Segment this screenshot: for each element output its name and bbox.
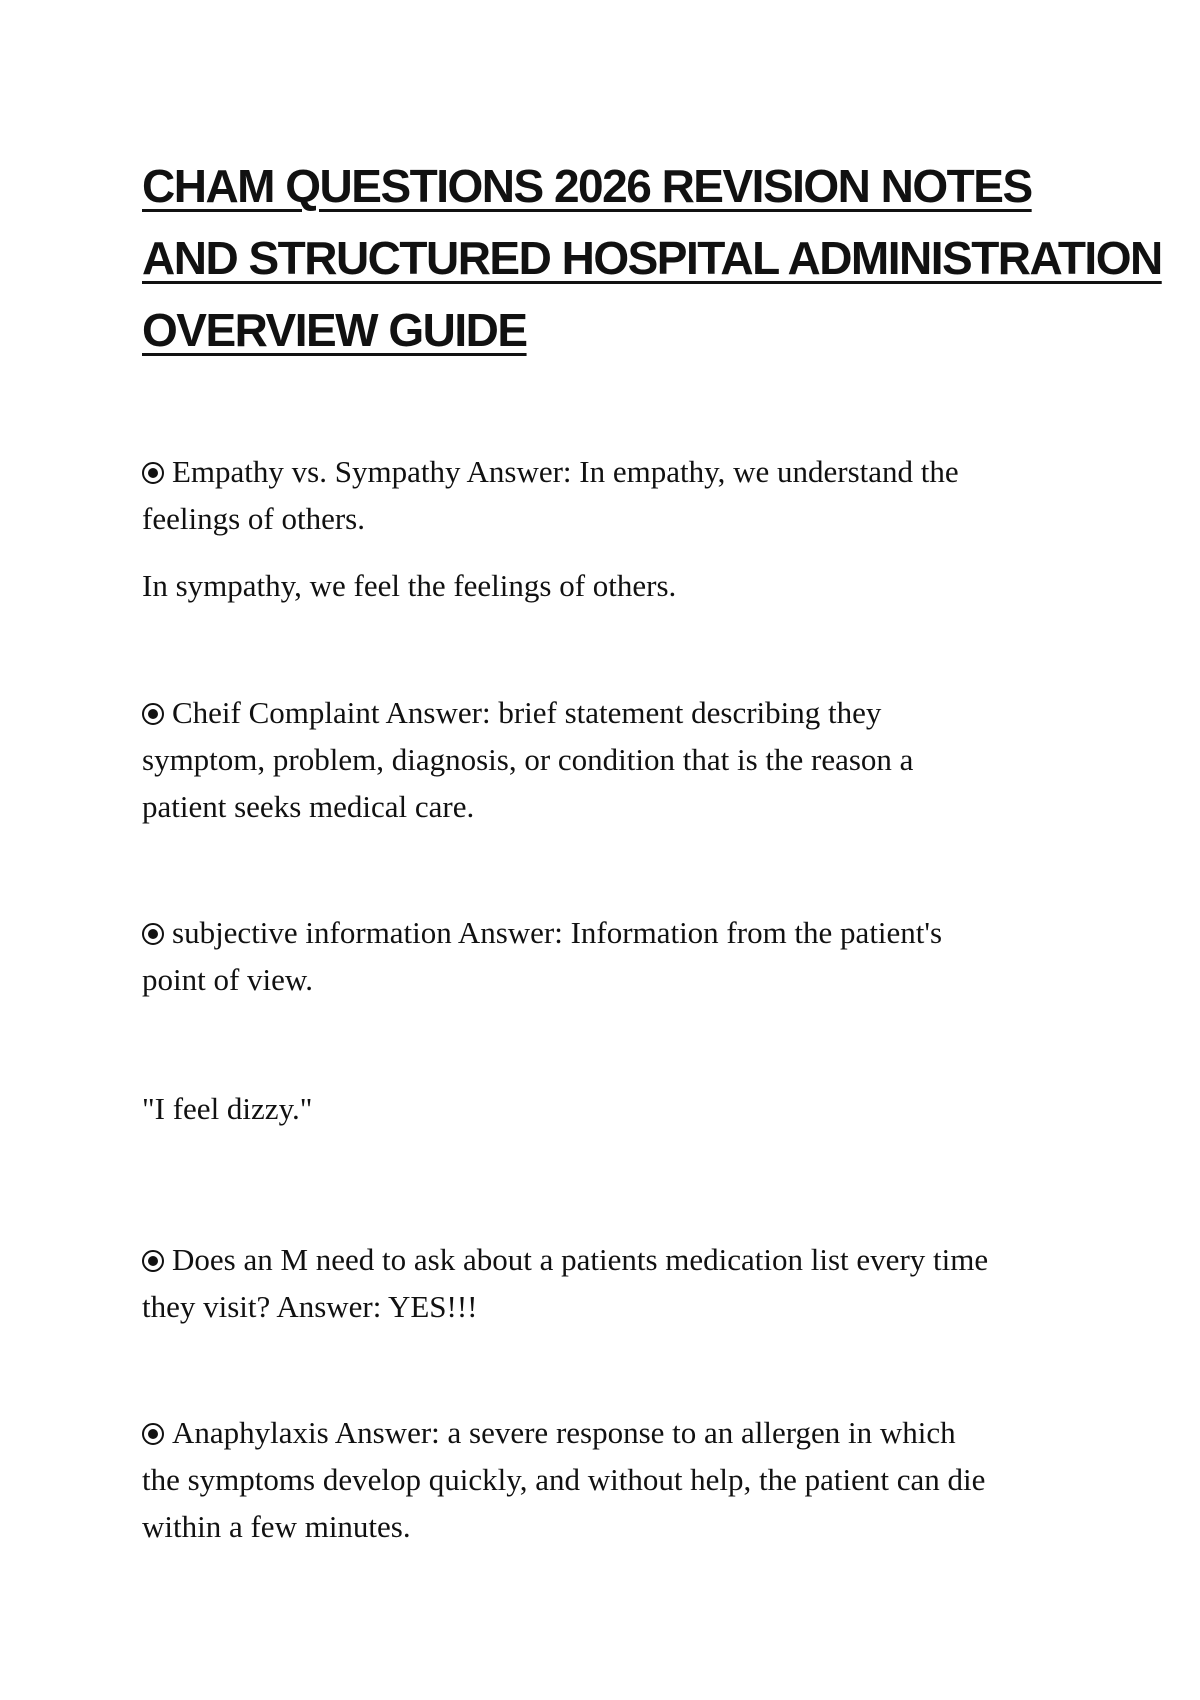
text-line-content: Cheif Complaint Answer: brief statement describing they [172,695,882,730]
text-line [142,689,1072,736]
text-line-content: subjective information Answer: Information from the patient's [172,915,943,950]
text-line: "I feel dizzy." [142,1091,313,1126]
bullet-icon [142,462,164,484]
title-line: CHAM QUESTIONS 2026 REVISION NOTES [142,160,1032,212]
title-line: OVERVIEW GUIDE [142,304,527,356]
text-line: feelings of others. [142,501,365,536]
bullet-icon [142,703,164,725]
text-line [142,909,1072,956]
text-line: patient seeks medical care. [142,789,475,824]
question-medication-list [142,1236,1072,1330]
text-line: the symptoms develop quickly, and without help, the patient can die [142,1462,986,1497]
example-quote [142,1085,1072,1132]
document-title [142,150,1162,366]
text-line-content: Does an M need to ask about a patients medication list every time [172,1242,989,1277]
bullet-icon [142,1250,164,1272]
question-anaphylaxis [142,1409,1072,1550]
title-line: AND STRUCTURED HOSPITAL ADMINISTRATION [142,232,1162,284]
text-line: they visit? Answer: YES!!! [142,1289,478,1324]
text-line: within a few minutes. [142,1509,411,1544]
text-line: symptom, problem, diagnosis, or condition that is the reason a [142,742,914,777]
text-line [142,1409,1072,1456]
text-line [142,1236,1072,1283]
sympathy-note [142,562,1072,609]
question-empathy-vs-sympathy [142,448,1072,542]
bullet-icon [142,923,164,945]
question-chief-complaint [142,689,1072,830]
question-subjective-information [142,909,1072,1003]
bullet-icon [142,1423,164,1445]
text-line: In sympathy, we feel the feelings of others. [142,568,677,603]
text-line: point of view. [142,962,314,997]
text-line-content: Anaphylaxis Answer: a severe response to an allergen in which [172,1415,956,1450]
text-line-content: Empathy vs. Sympathy Answer: In empathy, we understand the [172,454,959,489]
text-line [142,448,1072,495]
